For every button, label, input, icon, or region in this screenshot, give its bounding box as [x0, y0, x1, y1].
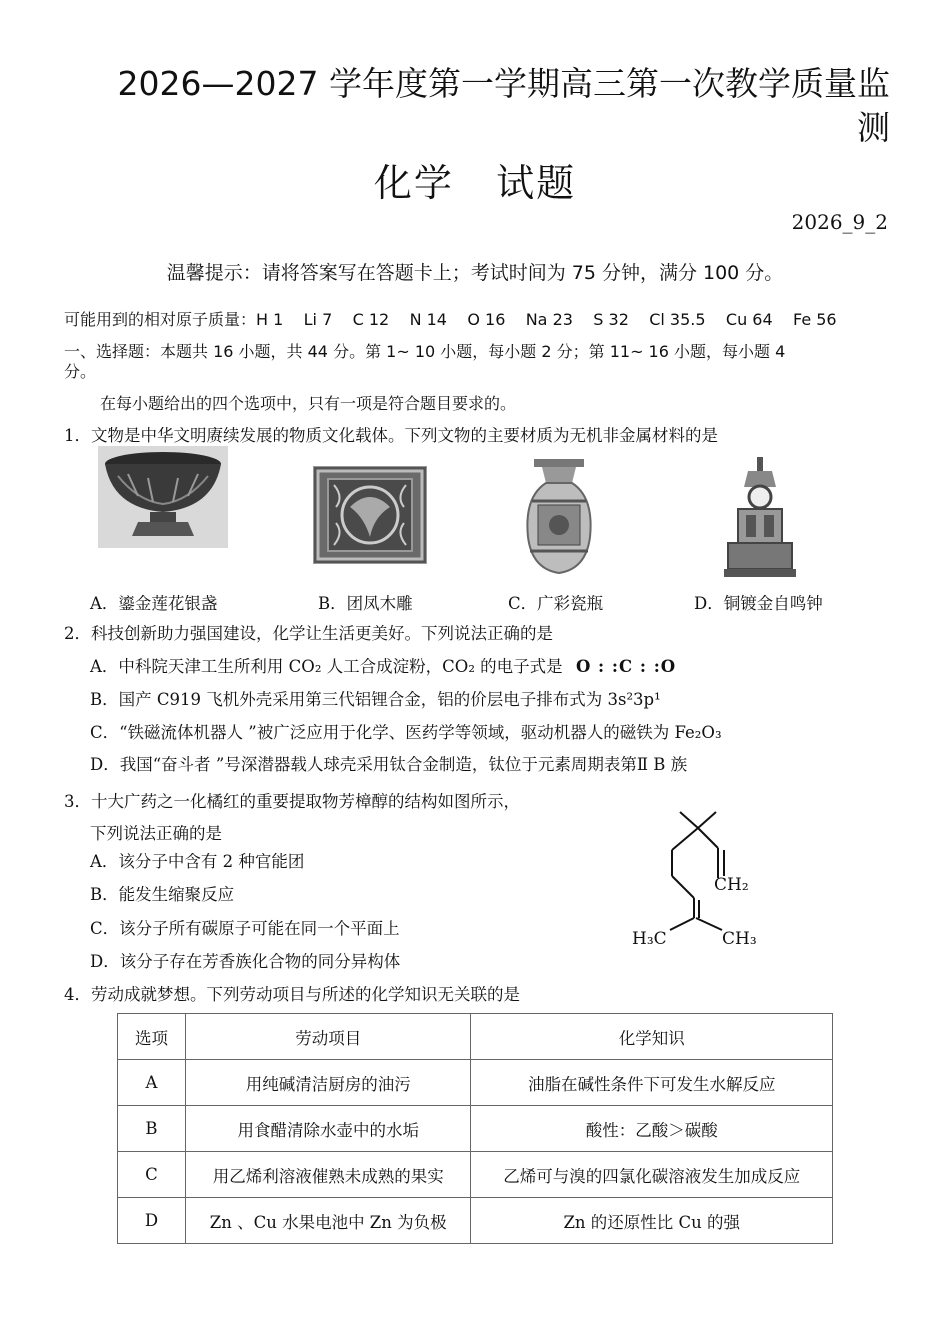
ch3-label: CH₃ — [722, 929, 757, 949]
q1-image-silver-bowl — [98, 446, 228, 548]
table-row — [118, 1060, 833, 1106]
q3-stem-2: 下列说法正确的是 — [90, 824, 222, 843]
exam-title-line1: 2026—2027 学年度第一学期高三第一次教学质量监 — [117, 64, 890, 103]
subject-title: 化学 试题 — [373, 161, 577, 205]
table-row — [118, 1106, 833, 1152]
q2-option-a-text: A．中科院天津工生所利用 CO₂ 人工合成淀粉，CO₂ 的电子式是 — [90, 657, 563, 676]
table-header-cell: 劳动项目 — [185, 1014, 471, 1060]
table-cell: 用纯碱清洁厨房的油污 — [185, 1060, 471, 1106]
section-heading-line2: 分。 — [64, 362, 97, 381]
q2-option-d: D．我国“奋斗者 ”号深潜器载人球壳采用钛合金制造，钛位于元素周期表第Ⅱ B 族 — [90, 755, 688, 774]
exam-title-line2: 测 — [857, 108, 890, 147]
table-row — [118, 1152, 833, 1198]
table-cell: D — [118, 1198, 186, 1244]
table-cell: Zn 的还原性比 Cu 的强 — [471, 1198, 833, 1244]
q3-option-b: B．能发生缩聚反应 — [90, 885, 235, 904]
table-cell: B — [118, 1106, 186, 1152]
table-header-cell: 化学知识 — [471, 1014, 833, 1060]
q2-option-c: C．“铁磁流体机器人 ”被广泛应用于化学、医药学等领域，驱动机器人的磁铁为 Fe₂O₃ — [90, 723, 722, 742]
linalool-structure-diagram — [628, 806, 788, 952]
q1-image-porcelain-vase — [520, 457, 598, 577]
q1-option-a: A．鎏金莲花银盏 — [90, 594, 218, 613]
q1-image-gilded-clock — [720, 457, 800, 579]
q3-option-d: D．该分子存在芳香族化合物的同分异构体 — [90, 952, 401, 971]
table-header-row — [118, 1014, 833, 1060]
atomic-masses: 可能用到的相对原子质量：H 1 Li 7 C 12 N 14 O 16 Na 23 S 32 Cl 35.5 Cu 64 Fe 56 — [64, 310, 837, 329]
q2-option-a — [90, 655, 676, 679]
table-cell: 用食醋清除水壶中的水垢 — [185, 1106, 471, 1152]
q3-stem: 3．十大广药之一化橘红的重要提取物芳樟醇的结构如图所示， — [64, 792, 520, 811]
co2-electron-formula: O : :C : :O — [575, 657, 677, 676]
q3-option-c: C．该分子所有碳原子可能在同一个平面上 — [90, 919, 400, 938]
q4-table — [117, 1013, 833, 1244]
q2-stem: 2．科技创新助力强国建设，化学让生活更美好。下列说法正确的是 — [64, 624, 553, 643]
q4-stem: 4．劳动成就梦想。下列劳动项目与所述的化学知识无关联的是 — [64, 985, 520, 1004]
q2-option-b: B．国产 C919 飞机外壳采用第三代铝锂合金，铝的价层电子排布式为 3s²3p¹ — [90, 690, 661, 709]
h3c-label: H₃C — [632, 929, 667, 949]
table-cell: 酸性：乙酸＞碳酸 — [471, 1106, 833, 1152]
exam-title — [60, 62, 890, 150]
q1-stem: 1．文物是中华文明赓续发展的物质文化载体。下列文物的主要材质为无机非金属材料的是 — [64, 426, 718, 445]
q1-option-d: D．铜镀金自鸣钟 — [694, 594, 823, 613]
table-cell: 乙烯可与溴的四氯化碳溶液发生加成反应 — [471, 1152, 833, 1198]
table-cell: 油脂在碱性条件下可发生水解反应 — [471, 1060, 833, 1106]
table-cell: C — [118, 1152, 186, 1198]
section-heading-line1: 一、选择题：本题共 16 小题，共 44 分。第 1~ 10 小题，每小题 2 分；第 11~ 16 小题，每小题 4 — [64, 342, 786, 361]
table-cell: 用乙烯利溶液催熟未成熟的果实 — [185, 1152, 471, 1198]
section-instruction: 在每小题给出的四个选项中，只有一项是符合题目要求的。 — [100, 394, 517, 413]
table-cell: Zn 、Cu 水果电池中 Zn 为负极 — [185, 1198, 471, 1244]
table-row — [118, 1198, 833, 1244]
exam-date: 2026_9_2 — [791, 210, 888, 234]
table-header-cell: 选项 — [118, 1014, 186, 1060]
q1-option-c: C．广彩瓷瓶 — [508, 594, 604, 613]
q1-option-b: B．团凤木雕 — [318, 594, 413, 613]
exam-tip: 温馨提示：请将答案写在答题卡上；考试时间为 75 分钟，满分 100 分。 — [166, 262, 784, 284]
q1-image-phoenix-carving — [313, 466, 427, 564]
table-cell: A — [118, 1060, 186, 1106]
ch2-label: CH₂ — [714, 875, 749, 895]
q3-option-a: A．该分子中含有 2 种官能团 — [90, 852, 305, 871]
